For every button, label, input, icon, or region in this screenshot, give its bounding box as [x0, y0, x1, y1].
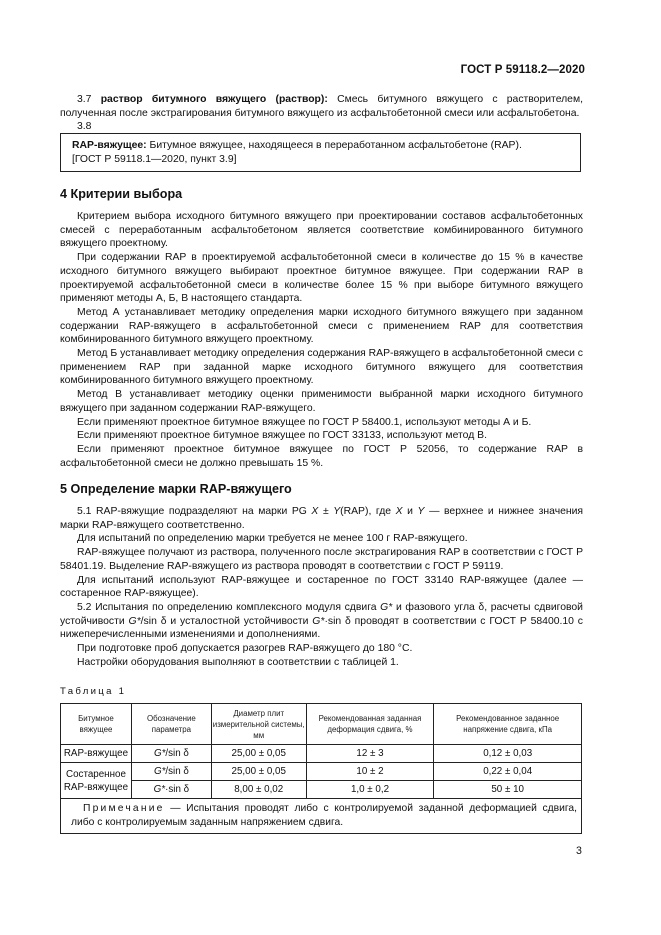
note-text: — Испытания проводят либо с контролируемой заданной деформацией сдвига, либо с контролируемым заданным напряжением сдвига. — [71, 803, 577, 828]
column-header: Битумное вяжущее — [61, 704, 132, 745]
stress-cell: 0,22 ± 0,04 — [434, 763, 582, 781]
term-definition: Смесь битумного вяжущего с растворителем, полученная после экстрагирования битумного вяжущего из асфальтобетонной смеси или асфальтобетона. — [60, 94, 583, 119]
strain-cell: 1,0 ± 0,2 — [306, 781, 434, 799]
binder-cell: Состаренное RAP-вяжущее — [61, 763, 132, 799]
binder-cell: RAP-вяжущее — [61, 745, 132, 763]
standard-header: ГОСТ Р 59118.2—2020 — [460, 64, 585, 76]
column-header: Рекомендованное заданное напряжение сдвига, кПа — [434, 704, 582, 745]
settings-table — [60, 703, 582, 834]
clause-number: 3.7 — [77, 94, 92, 105]
strain-cell: 10 ± 2 — [306, 763, 434, 781]
paragraph: Метод В устанавливает методику оценки применимости выбранной марки исходного битумного вяжущего при заданном содержании RAP-вяжущего. — [60, 389, 583, 414]
section-5-body — [60, 505, 583, 669]
note-label: Примечание — [83, 803, 165, 814]
table-note — [61, 799, 582, 834]
paragraph: При содержании RAP в проектируемой асфальтобетонной смеси в количестве до 15 % в качестве исходного битумного вяжущего выбирают проектное битумное вяжущее. При содержании RAP в проектируемой асфальтобетонной смеси в количестве более 15 % при выборе битумного вяжущего применяют методы А, Б, В настоящего стандарта. — [60, 252, 583, 305]
strain-cell: 12 ± 3 — [306, 745, 434, 763]
paragraph: Критерием выбора исходного битумного вяжущего при проектировании составов асфальтобетонных смесей с переработанным асфальтобетоном является соответствие комбинированного битумного вяжущего проектному. — [60, 211, 583, 250]
paragraph: Метод А устанавливает методику определения марки исходного битумного вяжущего при заданном содержании RAP-вяжущего в асфальтобетонной смеси с применением RAP для соответствия комбинированного битумного вяжущего проектному. — [60, 306, 583, 346]
paragraph: Для испытаний используют RAP-вяжущее и состаренное по ГОСТ 33140 RAP-вяжущее (далее — состаренное RAP-вяжущее). — [60, 574, 583, 600]
parameter-cell: G*/sin δ — [131, 763, 211, 781]
paragraph: Если применяют проектное битумное вяжущее по ГОСТ 33133, используют метод В. — [77, 430, 487, 442]
table-caption: Таблица 1 — [60, 686, 127, 697]
table-row — [61, 763, 582, 781]
paragraph: Если применяют проектное битумное вяжущее по ГОСТ Р 58400.1, используют методы А и Б. — [77, 416, 532, 428]
definition-3-7 — [60, 93, 583, 120]
paragraph: При подготовке проб допускается разогрев RAP-вяжущего до 180 °С. — [77, 643, 413, 655]
parameter-cell: G*·sin δ — [131, 781, 211, 799]
column-header: Обозначение параметра — [131, 704, 211, 745]
paragraph: RAP-вяжущее получают из раствора, полученного после экстрагирования RAP в соответствии с ГОСТ Р 58401.19. Выделение RAP-вяжущего из раствора проводят в соответствии с ГОСТ Р 59119. — [60, 547, 583, 572]
paragraph-5-2: 5.2 Испытания по определению комплексного модуля сдвига G* и фазового угла δ, расчеты сдвиговой устойчивости G*/sin δ и усталостной устойчивости G*·sin δ проводят в соответствии с ГОСТ Р 58400.10 с нижеперечисленными изменениями и дополнениями. — [60, 601, 584, 641]
quoted-definition-box — [60, 133, 581, 172]
paragraph: Для испытаний по определению марки требуется не менее 100 г RAP-вяжущего. — [77, 533, 468, 545]
table-header-row — [61, 704, 582, 745]
term: раствор битумного вяжущего (раствор): — [100, 94, 328, 105]
paragraph: Метод Б устанавливает методику определения содержания RAP-вяжущего в асфальтобетонной смеси с применением RAP при заданной марке исходного битумного вяжущего для соответствия комбинированного битумного вяжущего проектному. — [60, 348, 583, 387]
page-number: 3 — [576, 845, 582, 857]
paragraph: Настройки оборудования выполняют в соответствии с таблицей 1. — [77, 656, 399, 668]
diameter-cell: 25,00 ± 0,05 — [211, 745, 306, 763]
section-5-title: 5 Определение марки RAP-вяжущего — [60, 482, 292, 496]
term-definition: Битумное вяжущее, находящееся в переработанном асфальтобетоне (RAP). — [149, 140, 522, 151]
section-4-title: 4 Критерии выбора — [60, 187, 183, 201]
column-header: Рекомендованная заданная деформация сдвига, % — [306, 704, 434, 745]
parameter-cell: G*/sin δ — [131, 745, 211, 763]
diameter-cell: 25,00 ± 0,05 — [211, 763, 306, 781]
term: RAP-вяжущее: — [72, 140, 147, 151]
column-header: Диаметр плит измерительной системы, мм — [211, 704, 306, 745]
stress-cell: 50 ± 10 — [434, 781, 582, 799]
paragraph-5-1: 5.1 RAP-вяжущие подразделяют на марки PG X ± Y(RAP), где X и Y — верхнее и нижнее значения марки RAP-вяжущего соответственно. — [60, 506, 584, 531]
paragraph: Если применяют проектное битумное вяжущее по ГОСТ Р 52056, то содержание RAP в асфальтобетонной смеси не должно превышать 15 %. — [60, 443, 583, 469]
diameter-cell: 8,00 ± 0,02 — [211, 781, 306, 799]
stress-cell: 0,12 ± 0,03 — [434, 745, 582, 763]
section-4-body — [60, 210, 583, 470]
source-reference: [ГОСТ Р 59118.1—2020, пункт 3.9] — [72, 153, 237, 165]
table-note-row — [61, 799, 582, 834]
table-row — [61, 781, 582, 799]
table-row — [61, 745, 582, 763]
clause-3-8-number: 3.8 — [77, 121, 92, 132]
